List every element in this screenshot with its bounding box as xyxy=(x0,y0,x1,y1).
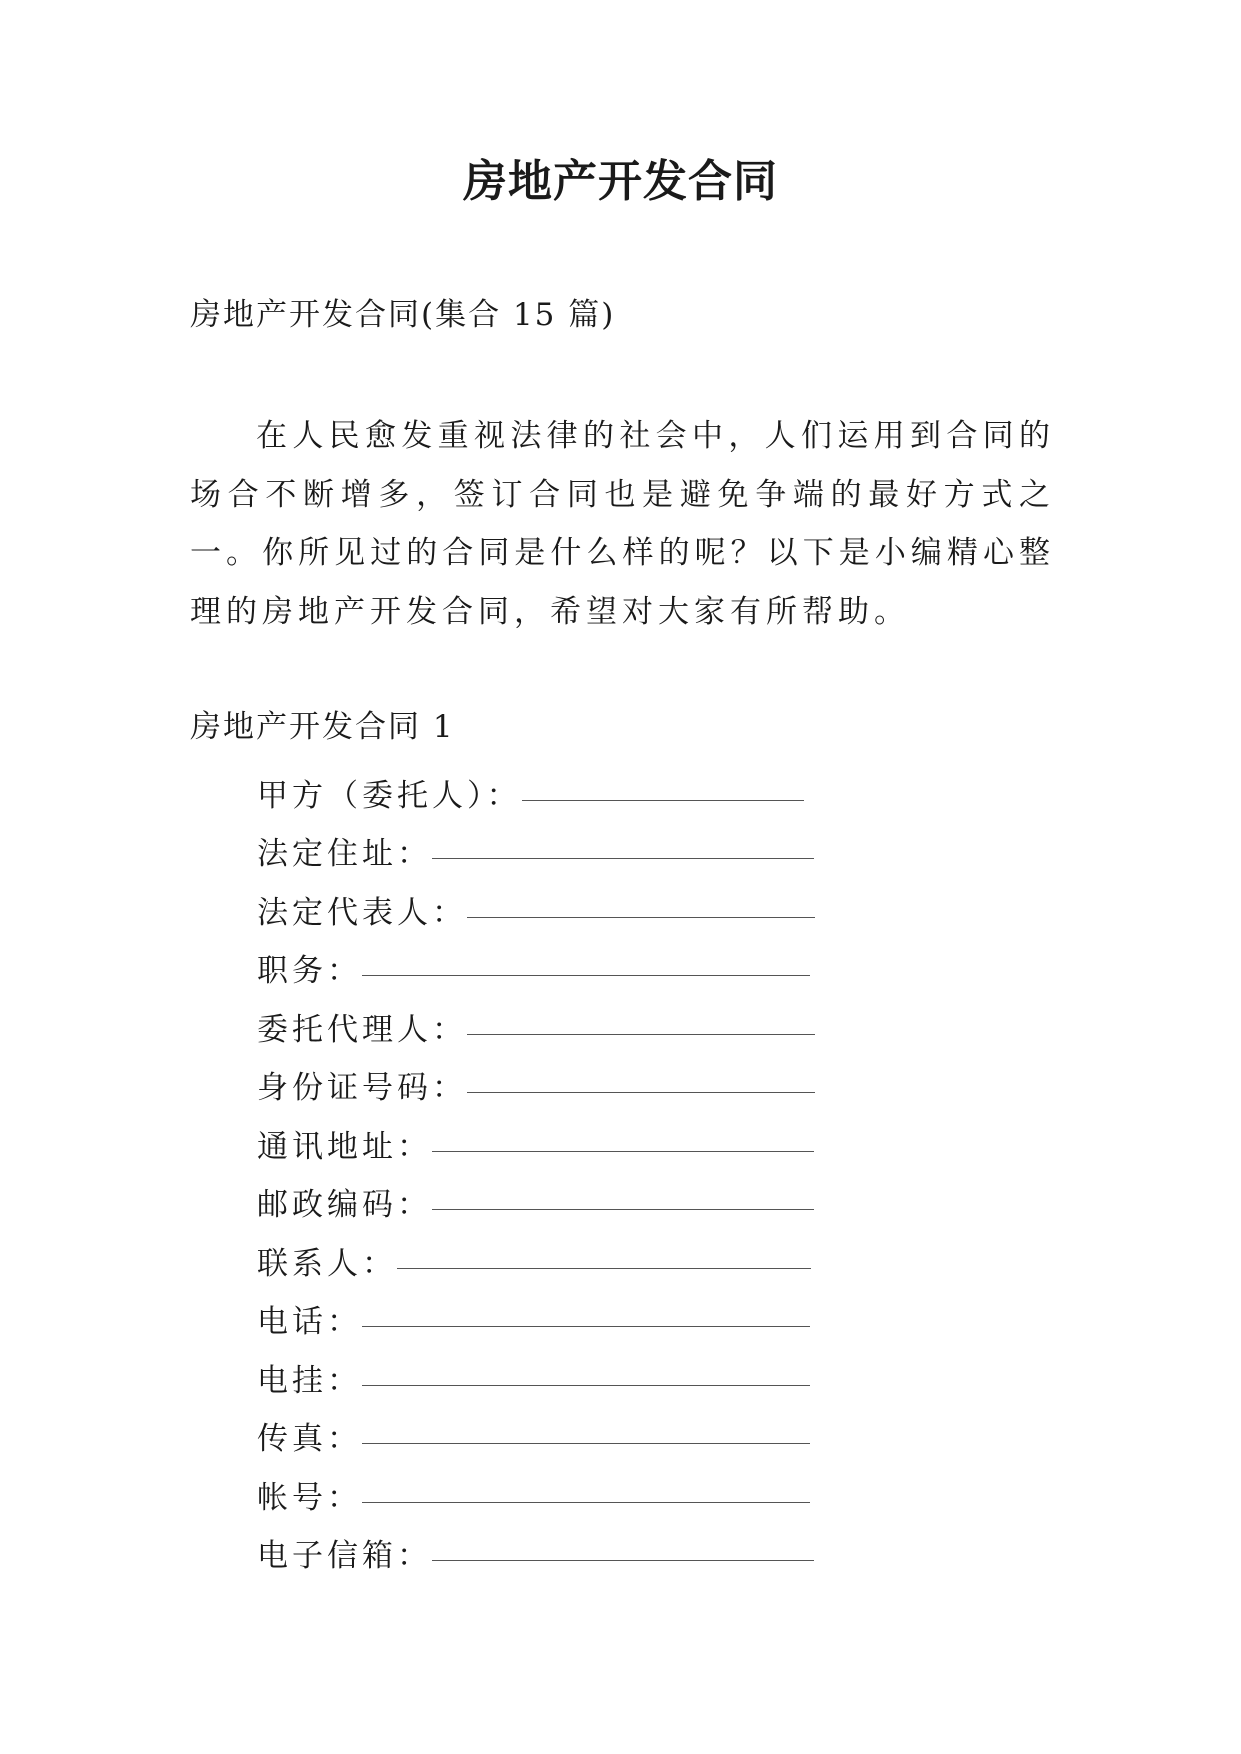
fill-in-blank[interactable] xyxy=(362,974,810,976)
fill-in-blank[interactable] xyxy=(467,916,815,918)
field-mailing-address xyxy=(257,1107,817,1166)
field-label: 法定代表人： xyxy=(257,894,467,931)
field-label: 电子信箱： xyxy=(257,1538,432,1574)
field-label: 传真： xyxy=(257,1421,362,1457)
fill-in-blank[interactable] xyxy=(432,1208,814,1210)
party-fields-list xyxy=(257,756,817,1575)
field-cable xyxy=(257,1341,817,1400)
field-label: 联系人： xyxy=(257,1245,397,1282)
field-label: 电挂： xyxy=(257,1362,362,1399)
field-label: 邮政编码： xyxy=(257,1187,432,1223)
fill-in-blank[interactable] xyxy=(467,1033,815,1035)
fill-in-blank[interactable] xyxy=(467,1091,815,1093)
document-subtitle: 房地产开发合同(集合 15 篇) xyxy=(190,297,616,333)
field-position xyxy=(257,932,817,991)
field-label: 身份证号码： xyxy=(257,1070,467,1106)
field-label: 法定住址： xyxy=(257,836,432,872)
field-label: 通讯地址： xyxy=(257,1128,432,1165)
field-label: 职务： xyxy=(257,953,362,989)
field-legal-representative xyxy=(257,873,817,932)
fill-in-blank[interactable] xyxy=(432,857,814,859)
fill-in-blank[interactable] xyxy=(362,1325,810,1327)
fill-in-blank[interactable] xyxy=(362,1501,810,1503)
fill-in-blank[interactable] xyxy=(397,1267,811,1269)
fill-in-blank[interactable] xyxy=(432,1150,814,1152)
field-postal-code xyxy=(257,1166,817,1225)
fill-in-blank[interactable] xyxy=(362,1442,810,1444)
fill-in-blank[interactable] xyxy=(362,1384,810,1386)
section-heading: 房地产开发合同 1 xyxy=(190,709,455,745)
field-party-a xyxy=(257,756,817,815)
field-email xyxy=(257,1517,817,1576)
field-account-number xyxy=(257,1458,817,1517)
document-title: 房地产开发合同 xyxy=(463,156,778,207)
field-label: 电话： xyxy=(257,1304,362,1340)
field-fax xyxy=(257,1400,817,1459)
field-id-number xyxy=(257,1049,817,1108)
fill-in-blank[interactable] xyxy=(522,799,804,801)
field-label: 甲方（委托人）： xyxy=(257,777,522,814)
field-label: 委托代理人： xyxy=(257,1011,467,1048)
field-authorized-agent xyxy=(257,990,817,1049)
field-contact-person xyxy=(257,1224,817,1283)
intro-paragraph: 在人民愈发重视法律的社会中，人们运用到合同的场合不断增多，签订合同也是避免争端的最好方式之一。你所见过的合同是什么样的呢？以下是小编精心整理的房地产开发合同，希望对大家有所帮助。 xyxy=(190,418,1055,630)
field-label: 帐号： xyxy=(257,1479,362,1516)
field-legal-address xyxy=(257,815,817,874)
field-telephone xyxy=(257,1283,817,1342)
fill-in-blank[interactable] xyxy=(432,1559,814,1561)
